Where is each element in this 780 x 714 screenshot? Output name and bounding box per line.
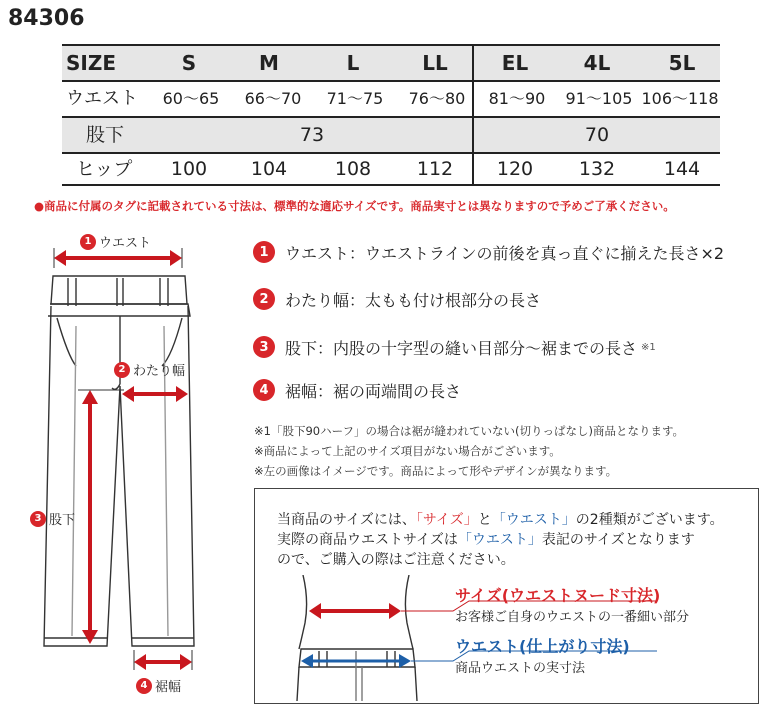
- footnote: ※左の画像はイメージです。商品によって形やデザインが異なります。: [254, 464, 618, 478]
- table-row-waist: [62, 82, 720, 116]
- waist-diagram: [289, 575, 429, 701]
- diagram-label-inseam: 3 股下: [30, 509, 75, 528]
- table-row-inseam: [62, 118, 720, 152]
- waist-row-label: ウエスト: [66, 88, 138, 109]
- table-cell: 60～65: [162, 89, 220, 108]
- size-col-5l: 5L: [668, 51, 696, 75]
- table-cell: 76～80: [408, 89, 466, 108]
- table-cell: 70: [584, 124, 610, 146]
- info-line-1: 当商品のサイズには、「サイズ」と「ウエスト」の2種類がございます。: [277, 512, 724, 528]
- table-cell: 100: [170, 158, 208, 180]
- table-cell: 66～70: [244, 89, 302, 108]
- table-cell: 108: [334, 158, 372, 180]
- waist-type-desc: 商品ウエストの実寸法: [455, 661, 586, 676]
- size-col-m: M: [259, 51, 279, 75]
- table-cell: 112: [416, 158, 454, 180]
- table-cell: 132: [578, 158, 616, 180]
- info-line-2: 実際の商品ウエストサイズは「ウエスト」表記のサイズとなります: [277, 532, 695, 548]
- measurement-item-hem: [253, 376, 461, 404]
- size-col-4l: 4L: [583, 51, 611, 75]
- size-col-el: EL: [501, 51, 529, 75]
- diagram-label-waist: 1 ウエスト: [80, 232, 151, 251]
- table-cell: 81～90: [488, 89, 546, 108]
- footnote: ※商品によって上記のサイズ項目がない場合がございます。: [254, 444, 561, 458]
- size-table: [62, 44, 720, 186]
- table-cell: 73: [299, 124, 325, 146]
- footnote-ref: ※1: [641, 341, 656, 353]
- measurement-item-waist: [253, 238, 724, 266]
- size-col-s: S: [181, 51, 197, 75]
- number-badge-2: 2: [114, 362, 130, 378]
- table-cell: 120: [496, 158, 534, 180]
- table-group-divider: [472, 44, 474, 186]
- measurement-item-thigh: [253, 285, 541, 313]
- tag-size-note: ●商品に付属のタグに記載されている寸法は、標準的な適応サイズです。商品実寸とは異なりますので予めご了承ください。: [34, 199, 675, 213]
- measurement-text: ウエスト：ウエストラインの前後を真っ直ぐに揃えた長さ×2: [285, 243, 725, 263]
- size-info-box: [254, 488, 759, 704]
- number-badge-1: 1: [80, 234, 96, 250]
- number-badge: 3: [253, 336, 275, 358]
- waist-type-label: ウエスト(仕上がり寸法): [455, 637, 630, 656]
- table-cell: 71～75: [326, 89, 384, 108]
- size-col-ll: LL: [422, 51, 448, 75]
- table-row-hip: [62, 152, 720, 186]
- measurement-text: 裾幅：裾の両端間の長さ: [285, 381, 462, 401]
- table-cell: 106～118: [641, 89, 719, 108]
- diagram-label-hem: 4 裾幅: [136, 676, 181, 695]
- number-badge: 2: [253, 288, 275, 310]
- number-badge-3: 3: [30, 511, 46, 527]
- table-cell: 144: [663, 158, 701, 180]
- size-type-desc: お客様ご自身のウエストの一番細い部分: [455, 610, 690, 625]
- table-cell: 91～105: [565, 89, 633, 108]
- pants-diagram: [20, 226, 245, 708]
- measurement-text: わたり幅：太もも付け根部分の長さ: [285, 290, 542, 310]
- hip-row-label: ヒップ: [76, 158, 133, 180]
- inseam-row-label: 股下: [86, 124, 125, 146]
- size-col-l: L: [346, 51, 360, 75]
- number-badge: 1: [253, 241, 275, 263]
- product-code: 84306: [8, 6, 85, 31]
- footnote: ※1「股下90ハーフ」の場合は裾が縫われていない(切りっぱなし)商品となります。: [254, 424, 685, 438]
- table-bottom-border: [62, 184, 720, 186]
- table-cell: 104: [250, 158, 288, 180]
- measurement-item-inseam: [253, 333, 656, 361]
- table-header-row: [62, 46, 720, 80]
- number-badge-4: 4: [136, 678, 152, 694]
- size-type-label: サイズ(ウエストヌード寸法): [455, 586, 661, 605]
- size-header-label: SIZE: [66, 51, 117, 75]
- diagram-label-thigh: 2 わたり幅: [114, 360, 185, 379]
- info-line-3: ので、ご購入の際はご注意ください。: [277, 552, 515, 568]
- number-badge: 4: [253, 379, 275, 401]
- measurement-text: 股下：内股の十字型の縫い目部分～裾までの長さ: [285, 338, 638, 358]
